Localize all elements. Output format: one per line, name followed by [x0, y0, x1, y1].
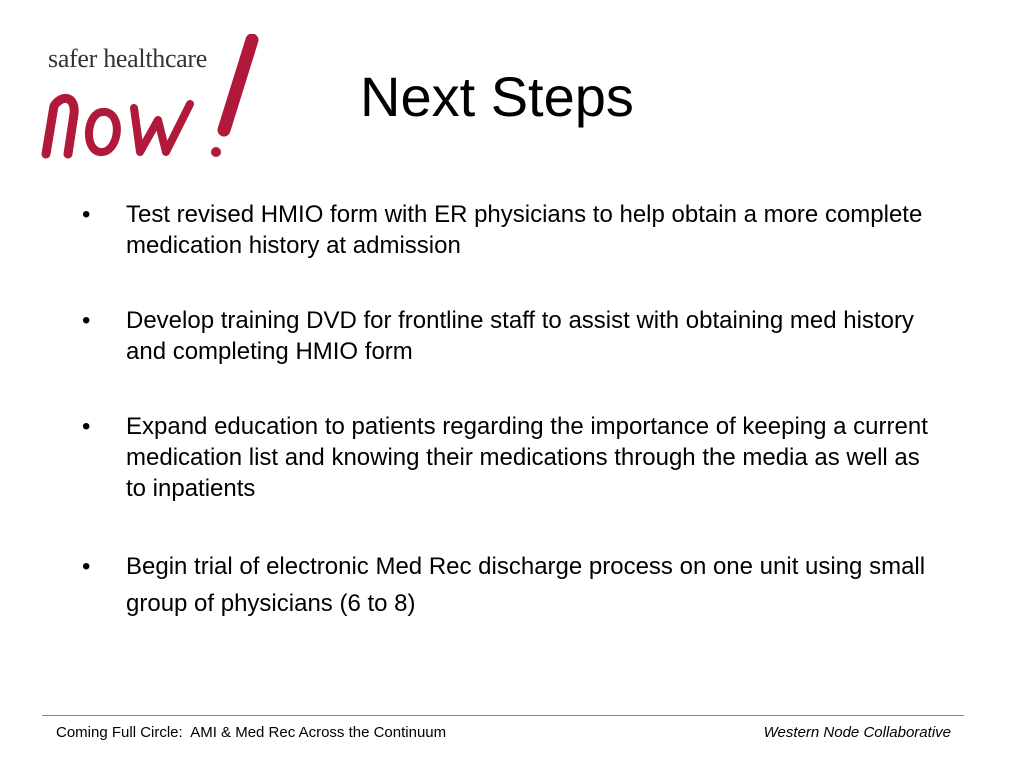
bullet-marker: • — [82, 201, 91, 228]
logo-top-text: safer healthcare — [48, 44, 208, 73]
footer-divider — [42, 715, 964, 716]
bullet-text: Expand education to patients regarding the importance of keeping a current medication list and knowing their medications through the media as well as to inpatients — [126, 413, 928, 502]
footer-left-text: Coming Full Circle: AMI & Med Rec Across the Continuum — [56, 724, 447, 741]
bullet-marker: • — [82, 307, 91, 334]
bullet-item — [82, 548, 942, 622]
bullet-item — [82, 411, 942, 504]
bullet-text: Begin trial of electronic Med Rec discharge process on one unit using small group of physicians (6 to 8) — [126, 553, 926, 617]
bullet-item — [82, 199, 942, 261]
bullet-marker: • — [82, 553, 91, 580]
now-script-logo-mark — [40, 34, 262, 164]
slide-title: Next Steps — [360, 65, 634, 128]
safer-healthcare-now-logo — [40, 34, 262, 164]
bullet-text: Test revised HMIO form with ER physicians to help obtain a more complete medication history at admission — [126, 201, 923, 259]
bullet-marker: • — [82, 413, 91, 440]
bullet-list — [82, 199, 942, 666]
bullet-text: Develop training DVD for frontline staff to assist with obtaining med history and completing HMIO form — [126, 307, 914, 365]
footer-right-text: Western Node Collaborative — [763, 724, 951, 741]
bullet-item — [82, 305, 942, 367]
